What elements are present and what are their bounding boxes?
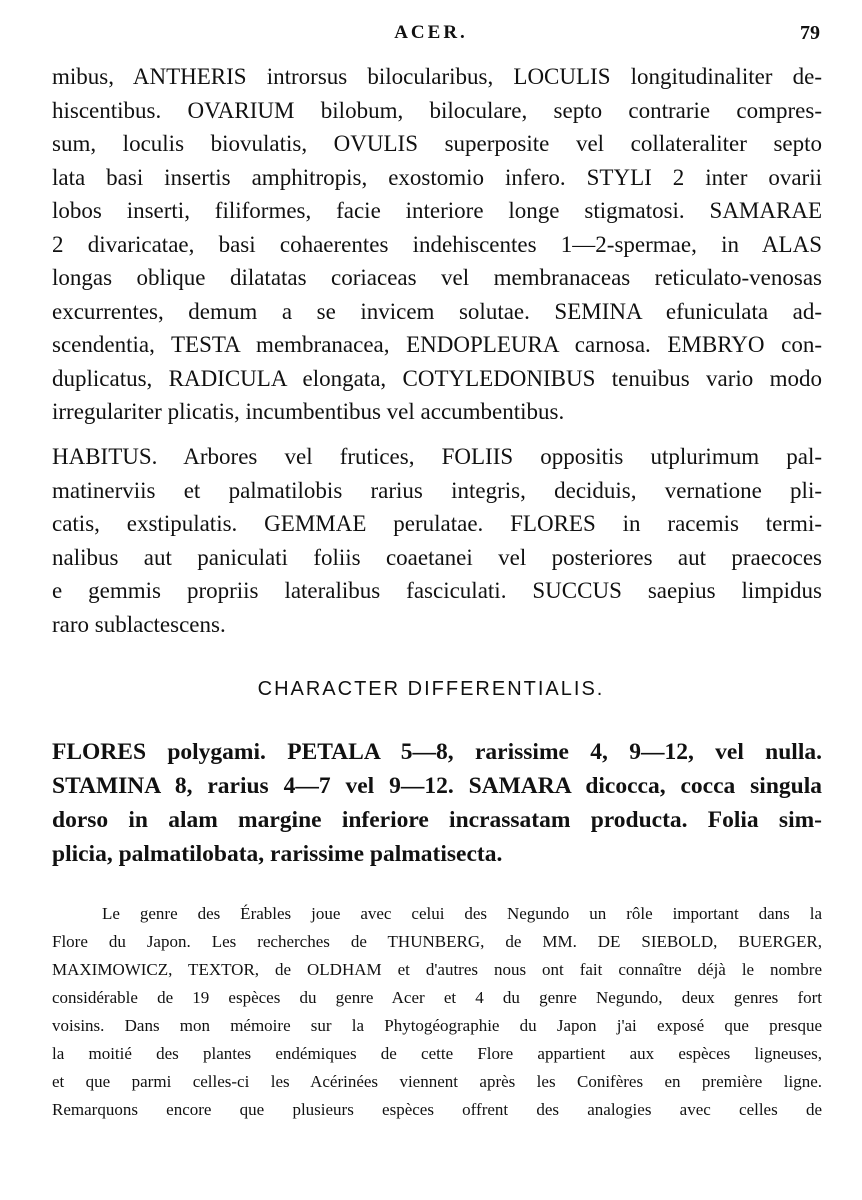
text-line: catis, exstipulatis. GEMMAE perulatae. FLORES in racemis termi- (52, 511, 822, 536)
text-line: la moitié des plantes endémiques de cette Flore appartient aux espèces ligneuses, (52, 1044, 822, 1063)
text-line: lobos inserti, filiformes, facie interiore longe stigmatosi. SAMARAE (52, 198, 822, 223)
text-line: et que parmi celles-ci les Acérinées viennent après les Conifères en première ligne. (52, 1072, 822, 1091)
paragraph-character-differentialis (52, 735, 822, 871)
text-line: e gemmis propriis lateralibus fasciculati. SUCCUS saepius limpidus (52, 578, 822, 603)
text-line: sum, loculis biovulatis, OVULIS superposite vel collateraliter septo (52, 131, 822, 156)
text-line: MAXIMOWICZ, TEXTOR, de OLDHAM et d'autres nous ont fait connaître déjà le nombre (52, 960, 822, 979)
text-line: nalibus aut paniculati foliis coaetanei vel posteriores aut praecoces (52, 544, 822, 570)
text-line: STAMINA 8, rarius 4—7 vel 9—12. SAMARA dicocca, cocca singula (52, 773, 822, 799)
text-line: matinerviis et palmatilobis rarius integris, deciduis, vernatione pli- (52, 477, 822, 503)
text-line: FLORES polygami. PETALA 5—8, rarissime 4, 9—12, vel nulla. (52, 739, 822, 765)
section-heading: CHARACTER DIFFERENTIALIS. (257, 678, 605, 700)
page-number: 79 (800, 22, 820, 44)
text-line: hiscentibus. OVARIUM bilobum, biloculare, septo contrarie compres- (52, 97, 822, 123)
page-header (0, 16, 862, 50)
text-line: mibus, ANTHERIS introrsus bilocularibus, LOCULIS longitudinaliter de- (52, 64, 822, 89)
text-line: Remarquons encore que plusieurs espèces offrent des analogies avec celles de (52, 1100, 822, 1119)
text-line: plicia, palmatilobata, rarissime palmatisecta. (52, 841, 503, 867)
text-line: Le genre des Érables joue avec celui des Negundo un rôle important dans la (102, 904, 822, 923)
text-line: voisins. Dans mon mémoire sur la Phytogéographie du Japon j'ai exposé que presque (52, 1016, 822, 1035)
text-line: scendentia, TESTA membranacea, ENDOPLEURA carnosa. EMBRYO con- (52, 332, 822, 357)
text-line: Flore du Japon. Les recherches de THUNBERG, de MM. DE SIEBOLD, BUERGER, (52, 932, 822, 951)
text-line: considérable de 19 espèces du genre Acer et 4 du genre Negundo, deux genres fort (52, 988, 822, 1007)
text-line: 2 divaricatae, basi cohaerentes indehiscentes 1—2-spermae, in ALAS (52, 231, 822, 257)
paragraph-habitus (52, 440, 822, 641)
text-line: lata basi insertis amphitropis, exostomio infero. STYLI 2 inter ovarii (52, 164, 822, 190)
text-line: dorso in alam margine inferiore incrassatam producta. Folia sim- (52, 807, 822, 833)
text-line: duplicatus, RADICULA elongata, COTYLEDONIBUS tenuibus vario modo (52, 365, 822, 391)
text-line: excurrentes, demum a se invicem solutae. SEMINA efuniculata ad- (52, 298, 822, 324)
running-title: ACER. (394, 22, 468, 43)
text-line: HABITUS. Arbores vel frutices, FOLIIS oppositis utplurimum pal- (52, 444, 822, 469)
paragraph-french-commentary (52, 900, 822, 1124)
text-line: irregulariter plicatis, incumbentibus vel accumbentibus. (52, 399, 565, 424)
paragraph-description (52, 60, 822, 429)
text-line: longas oblique dilatatas coriaceas vel membranaceas reticulato-venosas (52, 265, 822, 290)
text-line: raro sublactescens. (52, 611, 226, 637)
